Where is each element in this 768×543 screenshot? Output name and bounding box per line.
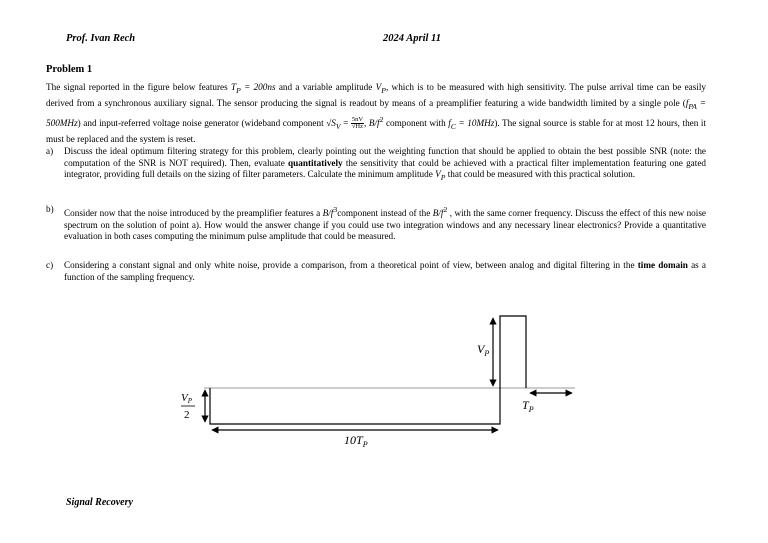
question-a [46,146,706,183]
half-vp-denominator: 2 [184,409,190,421]
header-date: 2024 April 11 [383,33,441,44]
question-c-label: c) [46,260,54,270]
half-vp-numerator: VP [181,392,193,405]
width-label: $10T_P$ [344,433,368,449]
signal-waveform [210,316,526,424]
question-a-label: a) [46,146,54,156]
question-c [46,260,706,283]
question-a-text: Discuss the ideal optimum filtering strategy for this problem, clearly pointing out the weighting function that should be applied to obtain the best possible SNR (note: the computation of the SNR is NOT required). Then, evaluate quantitatively the sensitivity that could be achieved with a practical filter implementation featuring one gated integrator, providing full details on the sizing of filter parameters. Calculate the minimum amplitude $V_P$ that could be measured with this practical solution. [64,146,706,182]
question-b [46,204,706,243]
question-c-text: Considering a constant signal and only white noise, provide a comparison, from a theoretical point of view, between analog and digital filtering in the time domain as a function of the sampling frequency. [64,260,707,282]
footer-course: Signal Recovery [66,497,133,508]
vp-label: $V_P$ [477,342,490,358]
problem-title: Problem 1 [46,64,93,75]
question-b-text: Consider now that the noise introduced by the preamplifier features a $B/f^3component$ instead of the $B/f^2$ , with the same corner frequency. Discuss the effect of this new noise spectrum on the solution of point a). How would the answer change if you could use two integration windows and any necessary linear electronics? Provide a quantitative evaluation in both cases computing the minimum pulse amplitude that could be measured. [64,205,706,242]
problem-statement: The signal reported in the figure below features $T_P = 200ns$ and a variable amplitude $V_P$, which is to be measured with high sensitivity. The pulse arrival time can be easily derived from a synchronous auxiliary signal. The sensor producing the signal is readout by means of a preamplifier featuring a wide bandwidth limited by a single pole $(f_{PA} = 500MHz)$ and input-referred voltage noise generator (wideband component $√S_V$ = $\frac{5nV}{√Hz}$ , $B/f^2$ component with $f_C = 10MHz$). The signal source is stable for at most 12 hours, then it must be replaced and the system is reset. [46,82,706,145]
header-author: Prof. Ivan Rech [66,33,136,44]
tp-label: $T_P$ [522,398,534,414]
question-b-label: b) [46,204,54,214]
signal-waveform-figure [170,308,580,458]
